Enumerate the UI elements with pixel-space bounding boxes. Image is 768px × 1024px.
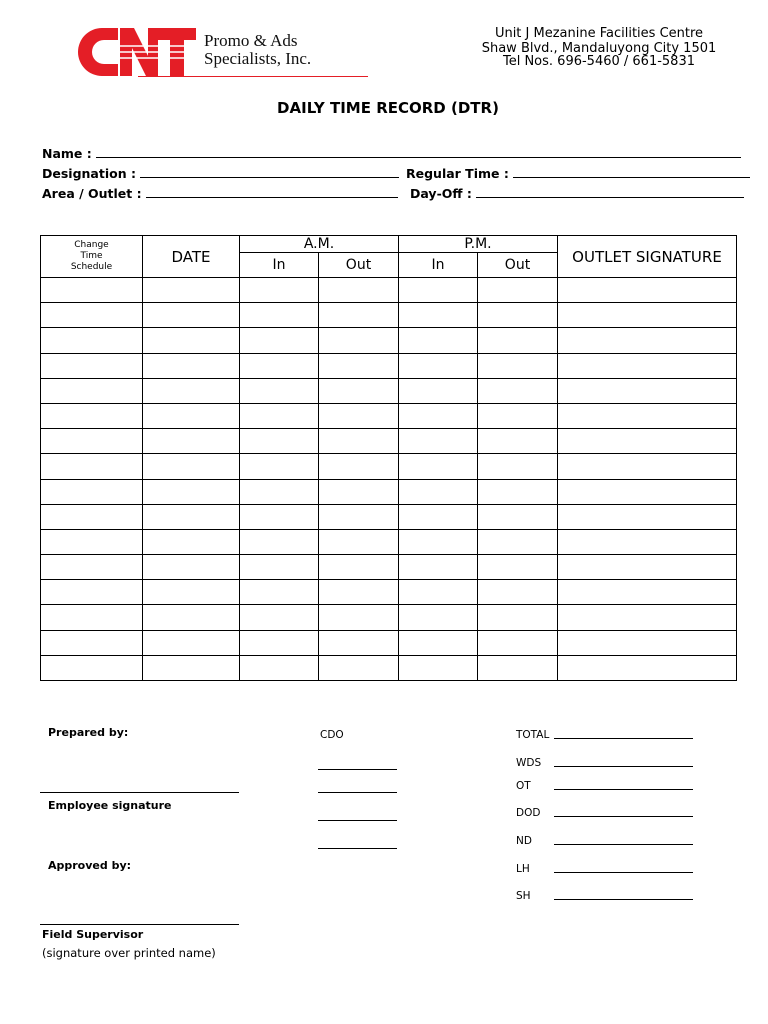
table-cell[interactable] <box>478 580 558 605</box>
table-cell[interactable] <box>143 278 240 303</box>
table-cell[interactable] <box>240 605 319 630</box>
area-outlet-label: Area / Outlet : <box>42 186 142 201</box>
name-field[interactable] <box>42 146 741 161</box>
total-line-sh[interactable] <box>554 899 693 900</box>
table-cell[interactable] <box>399 479 478 504</box>
table-cell[interactable] <box>399 504 478 529</box>
table-cell[interactable] <box>558 278 737 303</box>
address-line2: Shaw Blvd., Mandaluyong City 1501 <box>481 41 717 56</box>
table-cell[interactable] <box>399 605 478 630</box>
cdo-line-2[interactable] <box>318 792 397 793</box>
table-cell[interactable] <box>399 580 478 605</box>
cdo-line-3[interactable] <box>318 820 397 821</box>
table-cell[interactable] <box>478 529 558 554</box>
table-cell[interactable] <box>143 353 240 378</box>
company-name-line1: Promo & Ads <box>204 31 298 50</box>
field-supervisor-label: Field Supervisor <box>42 928 144 941</box>
table-cell[interactable] <box>240 353 319 378</box>
outlet-signature-header: OUTLET SIGNATURE <box>558 236 737 278</box>
table-cell[interactable] <box>558 403 737 428</box>
regular-time-label: Regular Time : <box>406 166 509 181</box>
total-line-dod[interactable] <box>554 816 693 817</box>
day-off-label: Day-Off : <box>410 186 472 201</box>
table-cell[interactable] <box>41 429 143 454</box>
table-cell[interactable] <box>558 479 737 504</box>
table-cell[interactable] <box>478 328 558 353</box>
total-label-lh: LH <box>516 863 530 875</box>
table-cell[interactable] <box>41 403 143 428</box>
total-line-ot[interactable] <box>554 789 693 790</box>
table-cell[interactable] <box>143 529 240 554</box>
table-row <box>41 378 737 403</box>
table-cell[interactable] <box>240 655 319 680</box>
address-line3: Tel Nos. 696-5460 / 661-5831 <box>502 54 695 69</box>
table-row <box>41 504 737 529</box>
table-cell[interactable] <box>399 378 478 403</box>
change-schedule-header: Change Time Schedule <box>41 236 143 278</box>
table-cell[interactable] <box>319 378 399 403</box>
table-cell[interactable] <box>240 303 319 328</box>
cnt-logo-mark <box>78 26 198 78</box>
table-cell[interactable] <box>319 328 399 353</box>
table-row <box>41 605 737 630</box>
table-row <box>41 580 737 605</box>
page-title: DAILY TIME RECORD (DTR) <box>277 99 499 117</box>
table-row <box>41 555 737 580</box>
table-cell[interactable] <box>558 429 737 454</box>
logo-underline <box>138 76 368 77</box>
day-off-line[interactable] <box>476 186 744 198</box>
table-cell[interactable] <box>240 454 319 479</box>
area-outlet-line[interactable] <box>146 186 398 198</box>
cdo-line-4[interactable] <box>318 848 397 849</box>
table-cell[interactable] <box>399 429 478 454</box>
table-cell[interactable] <box>399 454 478 479</box>
table-cell[interactable] <box>319 278 399 303</box>
employee-signature-line[interactable] <box>40 792 239 793</box>
table-row <box>41 429 737 454</box>
table-cell[interactable] <box>41 378 143 403</box>
total-label-wds: WDS <box>516 757 542 769</box>
regular-time-line[interactable] <box>513 166 750 178</box>
table-cell[interactable] <box>558 555 737 580</box>
table-cell[interactable] <box>319 580 399 605</box>
table-cell[interactable] <box>399 655 478 680</box>
table-cell[interactable] <box>399 278 478 303</box>
table-cell[interactable] <box>240 529 319 554</box>
date-header: DATE <box>143 236 240 278</box>
total-line-lh[interactable] <box>554 872 693 873</box>
designation-line[interactable] <box>140 166 399 178</box>
table-cell[interactable] <box>240 429 319 454</box>
table-cell[interactable] <box>41 303 143 328</box>
total-line-wds[interactable] <box>554 766 693 767</box>
table-cell[interactable] <box>319 353 399 378</box>
table-cell[interactable] <box>41 479 143 504</box>
designation-label: Designation : <box>42 166 136 181</box>
table-cell[interactable] <box>478 630 558 655</box>
table-cell[interactable] <box>478 303 558 328</box>
table-cell[interactable] <box>558 353 737 378</box>
table-cell[interactable] <box>478 378 558 403</box>
table-cell[interactable] <box>478 403 558 428</box>
employee-signature-label: Employee signature <box>48 799 172 812</box>
table-row <box>41 655 737 680</box>
table-cell[interactable] <box>478 454 558 479</box>
table-cell[interactable] <box>478 429 558 454</box>
table-cell[interactable] <box>478 655 558 680</box>
day-off-field[interactable] <box>410 186 744 201</box>
table-cell[interactable] <box>558 529 737 554</box>
table-cell[interactable] <box>399 529 478 554</box>
table-cell[interactable] <box>319 454 399 479</box>
table-cell[interactable] <box>240 328 319 353</box>
supervisor-signature-line[interactable] <box>40 924 239 925</box>
table-cell[interactable] <box>143 655 240 680</box>
table-cell[interactable] <box>240 504 319 529</box>
table-cell[interactable] <box>41 353 143 378</box>
table-cell[interactable] <box>558 504 737 529</box>
table-cell[interactable] <box>319 504 399 529</box>
table-cell[interactable] <box>558 605 737 630</box>
table-cell[interactable] <box>478 555 558 580</box>
table-row <box>41 278 737 303</box>
pm-in-header: In <box>399 253 478 278</box>
table-cell[interactable] <box>41 655 143 680</box>
table-cell[interactable] <box>399 328 478 353</box>
table-cell[interactable] <box>319 429 399 454</box>
table-cell[interactable] <box>41 529 143 554</box>
table-cell[interactable] <box>319 630 399 655</box>
table-cell[interactable] <box>41 278 143 303</box>
table-cell[interactable] <box>143 605 240 630</box>
table-cell[interactable] <box>143 429 240 454</box>
am-in-header: In <box>240 253 319 278</box>
table-cell[interactable] <box>41 504 143 529</box>
prepared-by-label: Prepared by: <box>48 726 129 739</box>
table-row <box>41 353 737 378</box>
am-header: A.M. <box>240 236 399 253</box>
table-cell[interactable] <box>319 655 399 680</box>
table-cell[interactable] <box>143 403 240 428</box>
table-cell[interactable] <box>41 630 143 655</box>
table-cell[interactable] <box>240 479 319 504</box>
table-cell[interactable] <box>41 580 143 605</box>
table-cell[interactable] <box>240 378 319 403</box>
table-cell[interactable] <box>240 278 319 303</box>
table-cell[interactable] <box>558 454 737 479</box>
total-line-total[interactable] <box>554 738 693 739</box>
table-cell[interactable] <box>558 378 737 403</box>
table-cell[interactable] <box>478 353 558 378</box>
table-cell[interactable] <box>143 555 240 580</box>
table-cell[interactable] <box>478 479 558 504</box>
am-out-header: Out <box>319 253 399 278</box>
table-cell[interactable] <box>478 605 558 630</box>
table-cell[interactable] <box>558 580 737 605</box>
total-label-ot: OT <box>516 780 531 792</box>
table-cell[interactable] <box>143 504 240 529</box>
table-cell[interactable] <box>558 630 737 655</box>
table-cell[interactable] <box>478 278 558 303</box>
table-cell[interactable] <box>399 630 478 655</box>
address-line1: Unit J Mezanine Facilities Centre <box>494 26 704 41</box>
table-cell[interactable] <box>41 454 143 479</box>
table-cell[interactable] <box>143 378 240 403</box>
table-cell[interactable] <box>319 605 399 630</box>
table-cell[interactable] <box>143 328 240 353</box>
table-cell[interactable] <box>41 328 143 353</box>
pm-out-header: Out <box>478 253 558 278</box>
table-cell[interactable] <box>143 454 240 479</box>
table-row <box>41 328 737 353</box>
table-cell[interactable] <box>399 303 478 328</box>
table-cell[interactable] <box>240 403 319 428</box>
table-cell[interactable] <box>558 655 737 680</box>
table-cell[interactable] <box>240 580 319 605</box>
table-row <box>41 303 737 328</box>
table-row <box>41 630 737 655</box>
table-cell[interactable] <box>399 555 478 580</box>
table-cell[interactable] <box>319 479 399 504</box>
company-logo <box>78 26 368 82</box>
table-cell[interactable] <box>143 580 240 605</box>
cdo-line-1[interactable] <box>318 769 397 770</box>
table-cell[interactable] <box>478 504 558 529</box>
table-cell[interactable] <box>143 630 240 655</box>
approved-by-label: Approved by: <box>48 859 132 872</box>
table-row <box>41 454 737 479</box>
table-row <box>41 479 737 504</box>
pm-header: P.M. <box>399 236 558 253</box>
table-cell[interactable] <box>319 403 399 428</box>
area-outlet-field[interactable] <box>42 186 398 201</box>
total-line-nd[interactable] <box>554 844 693 845</box>
table-cell[interactable] <box>319 303 399 328</box>
table-cell[interactable] <box>399 403 478 428</box>
table-cell[interactable] <box>558 328 737 353</box>
total-label-nd: ND <box>516 835 532 847</box>
table-cell[interactable] <box>558 303 737 328</box>
table-cell[interactable] <box>41 555 143 580</box>
table-cell[interactable] <box>319 555 399 580</box>
table-cell[interactable] <box>240 630 319 655</box>
total-label-total: TOTAL <box>516 729 550 741</box>
cdo-label: CDO <box>320 729 344 741</box>
name-label: Name : <box>42 146 92 161</box>
dtr-body <box>41 278 737 681</box>
signature-note: (signature over printed name) <box>42 946 216 960</box>
table-cell[interactable] <box>399 353 478 378</box>
total-label-dod: DOD <box>516 807 541 819</box>
table-cell[interactable] <box>143 479 240 504</box>
regular-time-field[interactable] <box>406 166 750 181</box>
table-cell[interactable] <box>41 605 143 630</box>
table-cell[interactable] <box>143 303 240 328</box>
table-cell[interactable] <box>319 529 399 554</box>
designation-field[interactable] <box>42 166 399 181</box>
total-label-sh: SH <box>516 890 531 902</box>
table-row <box>41 403 737 428</box>
name-line[interactable] <box>96 146 741 158</box>
table-cell[interactable] <box>240 555 319 580</box>
table-row <box>41 529 737 554</box>
dtr-table <box>40 235 737 681</box>
company-name-line2: Specialists, Inc. <box>204 49 312 68</box>
